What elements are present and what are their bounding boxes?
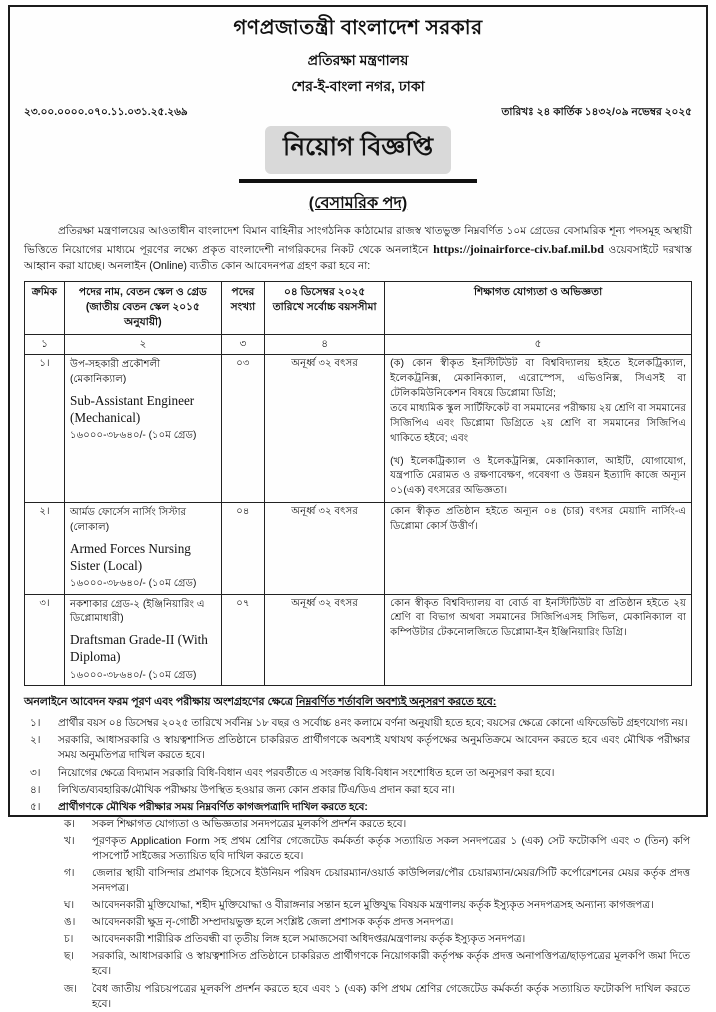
item-label: ১। (30, 718, 41, 730)
item-text: সকল শিক্ষাগত যোগ্যতা ও অভিজ্ঞতার সনদপত্রের মূলকপি প্রদর্শন করতে হবে। (92, 818, 407, 830)
row-serial: ২। (25, 503, 65, 595)
item-label: খ। (64, 835, 75, 847)
document-header (24, 13, 692, 99)
notice-title: নিয়োগ বিজ্ঞপ্তি (265, 126, 451, 174)
list-item (24, 783, 692, 798)
item-label: জ। (64, 983, 78, 995)
item-text: প্রার্থীগণকে মৌখিক পরীক্ষার সময় নিম্নবর্ণিত কাগজপত্রাদি দাখিল করতে হবে: (58, 801, 368, 813)
post-name-bn: নকশাকার গ্রেড-২ (ইঞ্জিনিয়ারিং এ ডিপ্লোমাধারী) (70, 598, 205, 625)
table-row (25, 354, 692, 502)
item-label: ৫। (30, 801, 41, 813)
item-label: ২। (30, 735, 41, 747)
item-label: ছ। (64, 951, 75, 963)
conditions-heading-plain: অনলাইনে আবেদন ফরম পূরণ এবং পরীক্ষায় অংশগ্রহণের ক্ষেত্রে (24, 696, 296, 709)
item-label: ঘ। (64, 900, 75, 912)
memo-number: ২৩.০০.০০০০.০৭০.১১.০৩১.২৫.২৬৯ (24, 106, 188, 118)
notice-document (8, 5, 708, 1010)
row-post-count: ০৪ (221, 503, 264, 595)
list-item (24, 800, 692, 815)
header-post: পদের নাম, বেতন স্কেল ও গ্রেড (জাতীয় বেতন স্কেল ২০১৫ অনুযায়ী) (65, 281, 222, 334)
row-post-cell (65, 594, 222, 686)
row-age-limit: অনূর্ধ্ব ৩২ বৎসর (265, 594, 385, 686)
row-age-limit: অনূর্ধ্ব ৩২ বৎসর (265, 503, 385, 595)
application-url: https://joinairforce-civ.baf.mil.bd (433, 241, 604, 256)
qualification-paragraph: তবে মাধ্যমিক স্কুল সার্টিফিকেট বা সমমানের পরীক্ষায় ২য় শ্রেণি বা সমমানের সিজিপিএ এবং ডিপ্লোমা ডিগ্রিতে ২য় শ্রেণি বা সমমানের সিজিপিএ থাকিতে হইবে; এবং (390, 403, 686, 444)
post-name-en: Draftsman Grade-II (With Diploma) (70, 632, 208, 665)
qualification-paragraph: (খ) ইলেকট্রিক্যাল ও ইলেকট্রনিক্স, মেকানিক্যাল, আইটি, যোগাযোগ, যন্ত্রপাতি মেরামত ও রক্ষণাবেক্ষণ, গবেষণা ও উন্নয়ন ইত্যাদি কাজে অন্যূন ০১(এক) বৎসরের অভিজ্ঞতা। (390, 455, 686, 497)
row-qualification (385, 594, 692, 686)
post-pay-scale: ১৬০০০-৩৮৬৪০/- (১০ম গ্রেড) (70, 429, 197, 441)
item-label: ক। (64, 818, 75, 830)
intro-paragraph (24, 224, 692, 275)
issue-date: তারিখঃ ২৪ কার্তিক ১৪৩২/০৯ নভেম্বর ২০২৫ (501, 106, 692, 118)
row-post-count: ০৩ (221, 354, 264, 502)
conditions-list (24, 716, 692, 814)
title-underline (239, 126, 477, 183)
posts-table (24, 281, 692, 687)
reference-row (24, 105, 692, 122)
col-num-4: ৪ (265, 334, 385, 354)
row-age-limit: অনূর্ধ্ব ৩২ বৎসর (265, 354, 385, 502)
ministry-name: প্রতিরক্ষা মন্ত্রণালয় (307, 52, 409, 68)
col-num-5: ৫ (385, 334, 692, 354)
item-text: আবেদনকারী শারীরিক প্রতিবন্ধী বা তৃতীয় লিঙ্গ হলে সমাজসেবা অধিদপ্তর/মন্ত্রণালয় কর্তৃক ইস্যুকৃত সনদপত্র। (92, 934, 526, 946)
row-post-cell (65, 354, 222, 502)
header-qualification: শিক্ষাগত যোগ্যতা ও অভিজ্ঞতা (385, 281, 692, 334)
documents-list (62, 817, 692, 1012)
row-qualification (385, 503, 692, 595)
item-text: আবেদনকারী মুক্তিযোদ্ধা, শহীদ মুক্তিযোদ্ধা ও বীরাঙ্গনার সন্তান হলে মুক্তিযুদ্ধ বিষয়ক মন্ত্রণালয় কর্তৃক ইস্যুকৃত সনদপত্রসহ অন্যান্য কাগজপত্র। (92, 900, 654, 912)
item-text: জেলার স্থায়ী বাসিন্দার প্রমাণক হিসেবে ইউনিয়ন পরিষদ চেয়ারম্যান/ওয়ার্ড কাউন্সিলর/পৌর চেয়ারম্যান/মেয়র/সিটি কর্পোরেশনের মেয়র কর্তৃক প্রদত্ত সনদপত্র। (92, 868, 690, 895)
row-post-cell (65, 503, 222, 595)
item-label: চ। (64, 934, 74, 946)
row-post-count: ০৭ (221, 594, 264, 686)
row-serial: ১। (25, 354, 65, 502)
qualification-paragraph: কোন স্বীকৃত বিশ্ববিদ্যালয় বা বোর্ড বা ইনস্টিটিউট বা প্রতিষ্ঠান হইতে ২য় শ্রেণি বা বিভাগ অথবা সমমানের সিজিপিএসহ সিভিল, মেকানিক্যাল বা কম্পিউটার টেকনোলজিতে ডিপ্লোমা-ইন ইঞ্জিনিয়ারিং ডিগ্রি। (390, 597, 686, 639)
item-text: সরকারি, আধাসরকারি ও স্বায়ত্বশাসিত প্রতিষ্ঠানে চাকরিরত প্রার্থীগণকে অবশ্যই যথাযথ কর্তৃপক্ষের অনুমতিক্রমে আবেদন করতে হবে এবং মৌখিক পরীক্ষার সময় অনুমতিপত্র দাখিল করতে হবে। (58, 735, 690, 762)
item-label: ঙ। (64, 917, 76, 929)
post-name-en: Armed Forces Nursing Sister (Local) (70, 540, 191, 573)
intro-text-after: ওয়েবসাইটে দরখাস্ত আহ্বান করা যাচ্ছে। অনলাইন (Online) ব্যতীত কোন আবেদনপত্র গ্রহণ করা হবে না: (24, 243, 692, 272)
col-num-3: ৩ (221, 334, 264, 354)
col-num-2: ২ (65, 334, 222, 354)
table-header-row (25, 281, 692, 334)
item-text: প্রার্থীর বয়স ০৪ ডিসেম্বর ২০২৫ তারিখে সর্বনিম্ন ১৮ বছর ও সর্বোচ্চ ৪নং কলামে বর্ণনা অনুযায়ী হতে হবে; বয়সের ক্ষেত্রে কোনো এফিডেভিট গ্রহণযোগ্য নয়। (58, 718, 688, 730)
list-item (62, 915, 692, 930)
government-title: গণপ্রজাতন্ত্রী বাংলাদেশ সরকার (233, 17, 483, 39)
list-item (24, 766, 692, 781)
post-pay-scale: ১৬০০০-৩৮৬৪০/- (১০ম গ্রেড) (70, 577, 197, 589)
header-age: ০৪ ডিসেম্বর ২০২৫ তারিখে সর্বোচ্চ বয়সসীমা (265, 281, 385, 334)
table-row (25, 503, 692, 595)
column-number-row (25, 334, 692, 354)
item-text: লিখিত/ব্যবহারিক/মৌখিক পরীক্ষায় উপস্থিত হওয়ার জন্য কোন প্রকার টিএ/ডিএ প্রদান করা হবে না। (58, 784, 455, 796)
item-text: আবেদনকারী ক্ষুদ্র নৃ-গোষ্ঠী সম্প্রদায়ভুক্ত হলে সংশ্লিষ্ট জেলা প্রশাসক কর্তৃক প্রদত্ত সনদপত্র। (92, 917, 454, 929)
post-name-bn: উপ-সহকারী প্রকৌশলী (মেকানিক্যাল) (70, 358, 161, 385)
list-item (62, 898, 692, 913)
qualification-paragraph: (ক) কোন স্বীকৃত ইনস্টিটিউট বা বিশ্ববিদ্যালয় হইতে ইলেকট্রিক্যাল, ইলেকট্রনিক্স, মেকানিক্যাল, এরোস্পেস, এভিওনিক্স, সিএসই বা টেলিকমিউনিকেশন বিষয়ে ডিপ্লোমা ডিগ্রি; (390, 357, 686, 399)
item-text: সরকারি, আধাসরকারি ও স্বায়ত্বশাসিত প্রতিষ্ঠানে চাকরিরত প্রার্থীগণকে নিয়োগকারী কর্তৃপক্ষ কর্তৃক প্রদত্ত অনাপত্তিপত্র/ছাড়পত্রের মূলকপি জমা দিতে হবে। (92, 951, 690, 978)
post-name-en: Sub-Assistant Engineer (Mechanical) (70, 392, 195, 425)
list-item (62, 932, 692, 947)
header-count: পদের সংখ্যা (221, 281, 264, 334)
list-item (24, 733, 692, 763)
list-item (62, 866, 692, 896)
item-label: ৪। (30, 784, 41, 796)
item-text: পূরণকৃত Application Form সহ প্রথম শ্রেণির গেজেটেড কর্মকর্তা কর্তৃক সত্যায়িত সকল সনদপত্রের ১ (এক) সেট ফটোকপি এবং ৩ (তিন) কপি পাসপোর্ট সাইজের সত্যায়িত ছবি দাখিল করতে হবে। (92, 835, 690, 862)
list-item (62, 817, 692, 832)
post-name-bn: আর্মড ফোর্সেস নার্সিং সিস্টার (লোকাল) (70, 507, 187, 533)
qualification-paragraph: কোন স্বীকৃত প্রতিষ্ঠান হইতে অন্যূন ০৪ (চার) বৎসর মেয়াদি নার্সিং-এ ডিপ্লোমা কোর্স উত্তীর্ণ। (390, 506, 686, 532)
row-serial: ৩। (25, 594, 65, 686)
list-item (62, 949, 692, 979)
intro-text-before: প্রতিরক্ষা মন্ত্রণালয়ের আওতাধীন বাংলাদেশ বিমান বাহিনীর সাংগঠনিক কাঠামোর রাজস্ব খাতভুক্ত নিম্নবর্ণিত ১০ম গ্রেডের বেসামরিক শূন্য পদসমূহ অস্থায়ী ভিত্তিতে নিয়োগের মাধ্যমে পূরণের লক্ষ্যে প্রকৃত বাংলাদেশী নাগরিকদের নিকট থেকে অনলাইনে (24, 225, 692, 256)
item-label: ৩। (30, 767, 41, 779)
list-item (24, 716, 692, 731)
notice-subtitle: (বেসামরিক পদ) (308, 195, 408, 212)
conditions-heading (24, 693, 692, 712)
item-text: বৈধ জাতীয় পরিচয়পত্রের মূলকপি প্রদর্শন করতে হবে এবং ১ (এক) কপি প্রথম শ্রেণির গেজেটেড কর্মকর্তা কর্তৃক সত্যায়িত ফটোকপি দাখিল করতে হবে। (92, 983, 690, 1010)
item-label: গ। (64, 868, 75, 880)
row-qualification (385, 354, 692, 502)
conditions-heading-underlined: নিম্নবর্ণিত শর্তাবলি অবশ্যই অনুসরণ করতে হবে: (295, 696, 497, 709)
table-row (25, 594, 692, 686)
header-serial: ক্রমিক (25, 281, 65, 334)
list-item (62, 834, 692, 864)
item-text: নিয়োগের ক্ষেত্রে বিদ্যমান সরকারি বিধি-বিধান এবং পরবর্তীতে এ সংক্রান্ত বিধি-বিধান সংশোধিত হলে তা অনুসরণ করা হবে। (58, 767, 555, 779)
office-address: শের-ই-বাংলা নগর, ঢাকা (291, 78, 425, 94)
post-pay-scale: ১৬০০০-৩৮৬৪০/- (১০ম গ্রেড) (70, 669, 197, 681)
col-num-1: ১ (25, 334, 65, 354)
list-item (62, 982, 692, 1012)
